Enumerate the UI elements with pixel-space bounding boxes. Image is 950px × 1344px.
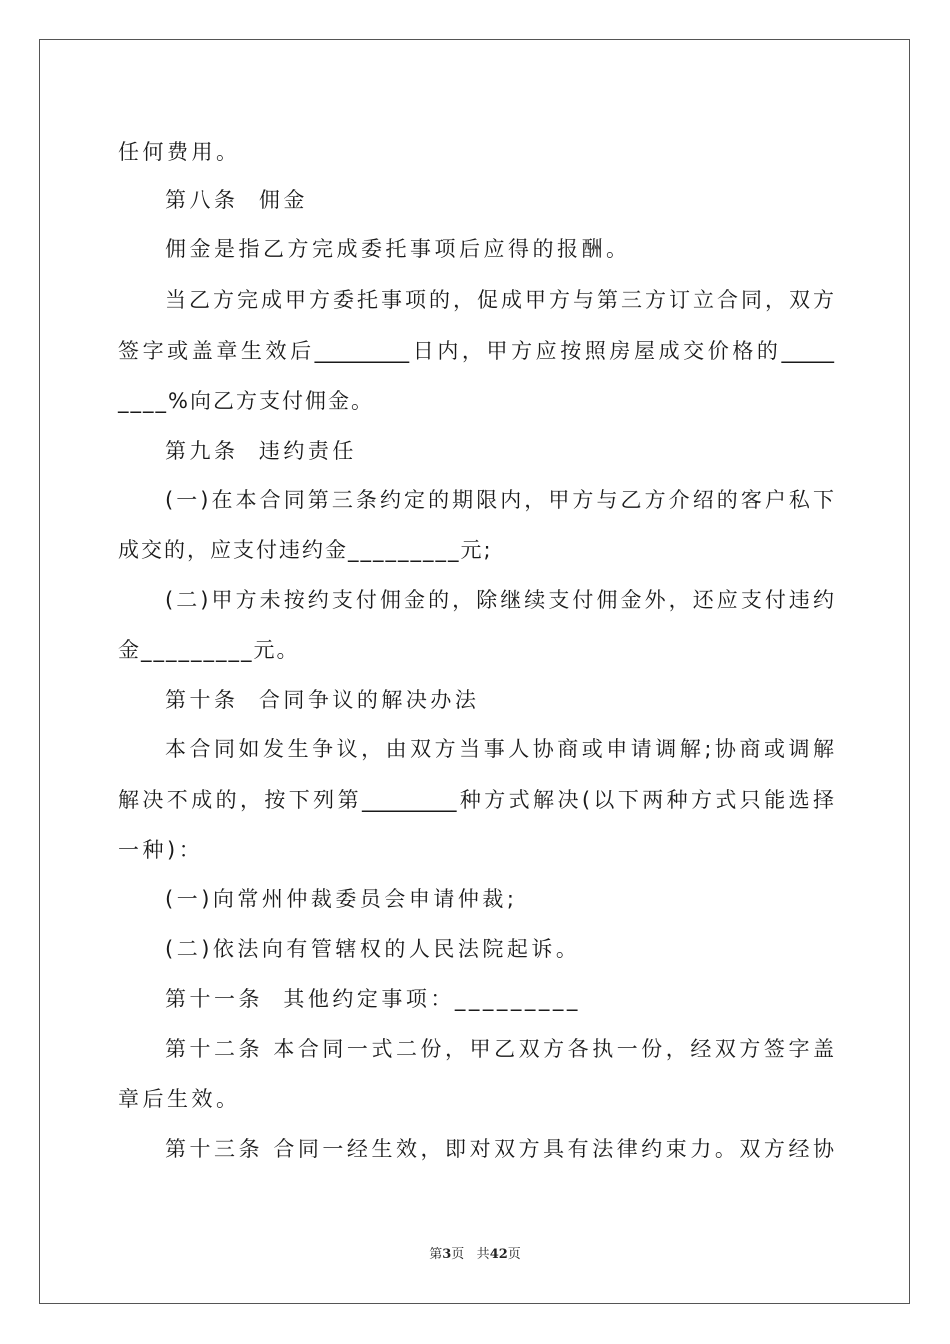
text-line: 一种)： (118, 838, 204, 862)
text-line: 当乙方完成甲方委托事项的，促成甲方与第三方订立合同，双方 (165, 288, 834, 312)
text-line: 第十二条 本合同一式二份，甲乙双方各执一份，经双方签字盖 (165, 1037, 834, 1061)
text-line: (一)向常州仲裁委员会申请仲裁; (165, 887, 518, 911)
text-line: 成交的，应支付违约金_________元; (118, 538, 493, 562)
text-line: 任何费用。 (118, 140, 241, 164)
page-number: 3 (442, 1247, 452, 1262)
article-heading: 第十条 合同争议的解决办法 (165, 688, 480, 712)
text-line: 签字或盖章生效后_________日内，甲方应按照房屋成交价格的_____ (118, 339, 834, 363)
total-pages: 42 (489, 1247, 508, 1262)
text-line: (二)依法向有管辖权的人民法院起诉。 (165, 937, 581, 961)
text-line: 第十三条 合同一经生效，即对双方具有法律约束力。双方经协 (165, 1137, 834, 1161)
article-heading: 第十一条 其他约定事项：_________ (165, 987, 581, 1011)
text-line: (一)在本合同第三条约定的期限内，甲方与乙方介绍的客户私下 (165, 488, 834, 512)
text-line: 佣金是指乙方完成委托事项后应得的报酬。 (165, 237, 631, 261)
text-line: ____%向乙方支付佣金。 (118, 389, 374, 413)
text-line: 金_________元。 (118, 638, 300, 662)
footer-prefix: 第 (429, 1247, 443, 1262)
text-line: 本合同如发生争议，由双方当事人协商或申请调解;协商或调解 (165, 737, 834, 761)
page-footer (0, 1246, 950, 1264)
page-frame (39, 39, 910, 1304)
text-line: 解决不成的，按下列第_________种方式解决(以下两种方式只能选择 (118, 788, 834, 812)
footer-total-prefix: 共 (476, 1247, 490, 1262)
article-heading: 第八条 佣金 (165, 188, 308, 212)
text-line: (二)甲方未按约支付佣金的，除继续支付佣金外，还应支付违约 (165, 588, 834, 612)
footer-page-suffix: 页 (451, 1247, 465, 1262)
text-line: 章后生效。 (118, 1087, 241, 1111)
footer-total-suffix: 页 (507, 1247, 521, 1262)
article-heading: 第九条 违约责任 (165, 439, 357, 463)
